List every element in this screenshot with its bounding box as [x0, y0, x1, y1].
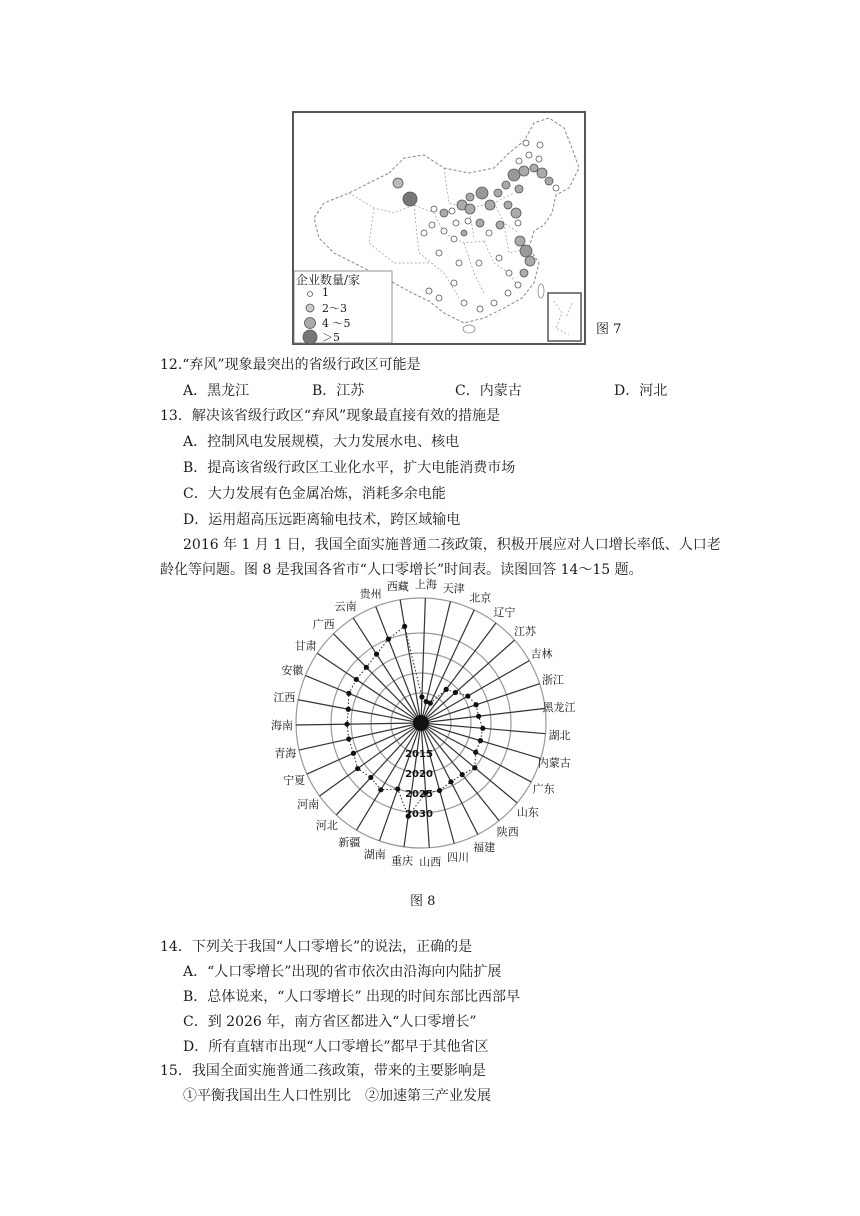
province-label-北京: 北京 [469, 591, 492, 605]
q14-option-a: A．“人口零增长”出现的省市依次由沿海向内陆扩展 [183, 964, 502, 980]
data-point-上海 [419, 694, 424, 699]
province-label-安徽: 安徽 [281, 664, 304, 678]
data-point-安徽 [346, 691, 351, 696]
figure-7-label: 图 7 [596, 322, 622, 337]
province-label-河南: 河南 [297, 798, 320, 812]
intro-line-1: 2016 年 1 月 1 日，我国全面实施普通二孩政策，积极开展应对人口增长率低、人口老 [183, 537, 721, 553]
q15-stem: 15．我国全面实施普通二孩政策，带来的主要影响是 [160, 1063, 486, 1079]
data-point-江苏 [453, 690, 458, 695]
figure-7-map [292, 111, 586, 345]
province-label-云南: 云南 [334, 600, 357, 614]
data-point-山东 [472, 765, 477, 770]
q13-option-c: C．大力发展有色金属冶炼，消耗多余电能 [183, 486, 446, 502]
province-label-西藏: 西藏 [386, 579, 409, 593]
q14-option-d: D．所有直辖市出现“人口零增长”都早于其他省区 [183, 1039, 489, 1055]
figure-8-radial-chart [258, 578, 588, 872]
province-label-江西: 江西 [273, 691, 296, 705]
spoke-15 [421, 723, 429, 848]
province-label-陕西: 陕西 [496, 825, 519, 839]
q14-option-b: B．总体说来，“人口零增长” 出现的时间东部比西部早 [183, 989, 521, 1005]
data-point-福建 [448, 779, 453, 784]
province-label-河北: 河北 [315, 819, 338, 833]
spoke-1 [421, 602, 450, 723]
spoke-2 [421, 610, 474, 723]
legend-item-3: 4 ～5 [322, 317, 351, 330]
data-point-西藏 [402, 624, 407, 629]
province-label-天津: 天津 [442, 581, 465, 595]
data-point-湖南 [395, 786, 400, 791]
spoke-3 [421, 623, 496, 723]
province-label-江苏: 江苏 [514, 624, 537, 638]
province-label-湖北: 湖北 [548, 728, 571, 742]
legend-item-2: 2～3 [322, 302, 347, 315]
q15-options: ①平衡我国出生人口性别比 ②加速第三产业发展 [183, 1088, 491, 1104]
radial-chart-svg [258, 578, 588, 872]
spoke-5 [421, 661, 529, 723]
province-label-浙江: 浙江 [541, 673, 564, 687]
q12-option-b: B．江苏 [312, 383, 365, 399]
data-point-江西 [346, 707, 351, 712]
intro-line-2: 龄化等问题。图 8 是我国各省市“人口零增长”时间表。读图回答 14～15 题。 [160, 562, 643, 578]
province-label-辽宁: 辽宁 [493, 605, 516, 619]
province-label-贵州: 贵州 [359, 587, 382, 601]
q14-option-c: C．到 2026 年，南方省区都进入“人口零增长” [183, 1014, 477, 1030]
spoke-16 [404, 723, 421, 847]
spoke-21 [307, 723, 421, 774]
data-point-贵州 [386, 637, 391, 642]
data-point-浙江 [473, 702, 478, 707]
province-label-广西: 广西 [312, 617, 335, 631]
data-point-河南 [355, 766, 360, 771]
q13-option-b: B．提高该省级行政区工业化水平，扩大电能消费市场 [183, 460, 516, 476]
center-hub [413, 715, 429, 731]
spoke-23 [296, 723, 421, 725]
q13-option-d: D．运用超高压远距离输电技术，跨区域输电 [183, 512, 461, 528]
province-label-福建: 福建 [473, 840, 496, 854]
province-label-广东: 广东 [532, 782, 555, 796]
q13-option-a: A．控制风电发展规模，大力发展水电、核电 [183, 434, 460, 450]
province-label-青海: 青海 [274, 747, 297, 761]
data-point-陕西 [460, 772, 465, 777]
province-label-四川: 四川 [446, 850, 469, 864]
province-label-宁夏: 宁夏 [283, 773, 306, 787]
spoke-24 [298, 700, 421, 723]
province-label-山西: 山西 [419, 855, 442, 869]
province-label-新疆: 新疆 [338, 836, 361, 850]
data-point-青海 [346, 736, 351, 741]
data-point-甘肃 [354, 677, 359, 682]
q13-stem: 13．解决该省级行政区“弃风”现象最直接有效的措施是 [160, 408, 501, 424]
province-label-海南: 海南 [271, 719, 294, 733]
data-point-宁夏 [351, 751, 356, 756]
data-point-四川 [437, 788, 442, 793]
ring-label-2030: 2030 [405, 809, 433, 820]
q12-option-a: A．黑龙江 [183, 383, 250, 399]
province-label-上海: 上海 [414, 578, 437, 592]
q14-stem: 14．下列关于我国“人口零增长”的说法，正确的是 [160, 939, 473, 955]
data-point-广西 [364, 665, 369, 670]
q12-stem: 12.“弃风”现象最突出的省级行政区可能是 [160, 357, 421, 373]
data-point-黑龙江 [476, 714, 481, 719]
data-point-湖北 [480, 726, 485, 731]
province-label-吉林: 吉林 [530, 647, 553, 661]
spoke-0 [421, 598, 425, 723]
data-point-广东 [473, 750, 478, 755]
spoke-7 [421, 708, 545, 723]
data-point-海南 [344, 722, 349, 727]
q12-option-c: C．内蒙古 [455, 383, 522, 399]
province-label-湖南: 湖南 [363, 848, 386, 862]
ring-label-2025: 2025 [405, 789, 433, 800]
data-point-河北 [368, 775, 373, 780]
legend-item-4: ＞5 [322, 331, 340, 344]
data-point-北京 [428, 700, 433, 705]
ring-label-2015: 2015 [405, 749, 433, 760]
data-point-新疆 [378, 787, 383, 792]
data-point-吉林 [465, 693, 470, 698]
figure-8-label: 图 8 [410, 894, 436, 909]
province-label-黑龙江: 黑龙江 [542, 700, 576, 714]
data-point-云南 [374, 652, 379, 657]
q12-option-d: D．河北 [614, 383, 668, 399]
province-label-山东: 山东 [516, 805, 539, 819]
data-point-内蒙古 [478, 738, 483, 743]
data-point-辽宁 [444, 687, 449, 692]
province-label-重庆: 重庆 [391, 854, 414, 868]
province-label-甘肃: 甘肃 [294, 639, 317, 653]
legend-item-1: 1 [322, 286, 329, 299]
province-label-内蒙古: 内蒙古 [537, 756, 571, 770]
legend-title: 企业数量/家 [296, 273, 361, 287]
ring-label-2020: 2020 [405, 769, 433, 780]
